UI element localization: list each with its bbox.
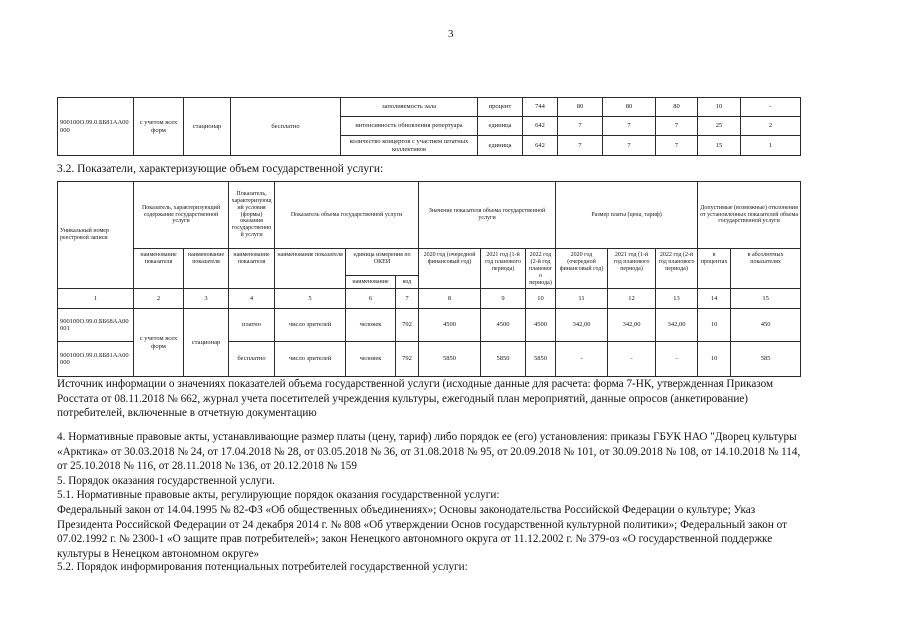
section-5-1-heading: 5.1. Нормативные правовые акты, регулирующие порядок оказания государственной услуги: [57, 489, 500, 501]
deviation-percent-cell: 25 [698, 117, 741, 136]
condition-indicator-cell: стационар [184, 98, 231, 156]
header-deviation: Допустимые (возможные) отклонения от установленных показателей объема государственной услуги [698, 182, 801, 249]
unit-cell: человек [346, 342, 396, 377]
column-number: 7 [396, 289, 419, 309]
okei-code-cell: 642 [523, 117, 558, 136]
source-paragraph: Источник информации о значениях показателей объема государственной услуги (исходные данные для расчета: форма 7-НК, утвержденная Приказом Росстата от 08.11.2018 № 662, журнал учета посетителей учреждения культуры, ежегодный план мероприятий, данные опросов (анкетирование) потребителей, включенные в отчетную документацию [57, 378, 774, 419]
column-number: 14 [698, 289, 731, 309]
header-okei-code: код [396, 276, 419, 289]
payment-type-cell: бесплатно [231, 98, 341, 156]
column-number: 13 [656, 289, 698, 309]
table-row [58, 98, 801, 117]
section-4-paragraph: 4. Нормативные правовые акты, устанавливающие размер платы (цену, тариф) либо порядок ее (его) установления: приказы ГБУК НАО "Дворец культуры «Арктика» от 30.03.2018 № 24, от 17.04.2018 № 28, от 03.05.2018 № 36, от 31.08.2018 № 95, от 20.09.2018 № 101, от 30.09.2018 № 108, от 14.10.2018 № 114, от 25.10.2018 № 116, от 28.11.2018 № 136, от 20.12.2018 № 159 [57, 431, 801, 472]
header-row [58, 182, 801, 249]
header-okei-name: наименование [346, 276, 396, 289]
column-number: 1 [58, 289, 134, 309]
fee-2022-cell: - [656, 342, 698, 377]
subheader-row [58, 249, 801, 276]
deviation-absolute-cell: 585 [731, 342, 801, 377]
column-number: 2 [134, 289, 184, 309]
header-fee-2020: 2020 год (очередной финансовый год) [556, 249, 608, 289]
condition-indicator-cell: стационар [184, 309, 229, 377]
payment-type-cell: бесплатно [229, 342, 275, 377]
header-indicator-name: наименование показателя [229, 249, 275, 289]
deviation-absolute-cell: - [741, 98, 801, 117]
indicator-name-cell: интенсивность обновления репертуара [341, 117, 478, 136]
indicator-name-cell: количество концертов с участием штатных коллективов [341, 136, 478, 156]
fee-2020-cell: - [556, 342, 608, 377]
unit-cell: процент [478, 98, 523, 117]
section-3-2-heading: 3.2. Показатели, характеризующие объем государственной услуги: [57, 163, 384, 175]
fee-2022-cell: 342,00 [656, 309, 698, 342]
value-2020-cell: 7 [558, 136, 603, 156]
header-fee-2021: 2021 год (1-й год планового периода) [608, 249, 656, 289]
header-content-indicator: Показатель, характеризующий содержание государственной услуги [134, 182, 229, 249]
header-value-2022: 2022 год (2-й год планового периода) [526, 249, 556, 289]
header-value-2020: 2020 год (очередной финансовый год) [419, 249, 481, 289]
registry-code-cell: 900100О.99.0.ББ81АА00 000 [58, 98, 134, 156]
okei-code-cell: 792 [396, 309, 419, 342]
deviation-absolute-cell: 2 [741, 117, 801, 136]
content-indicator-cell: с учетом всех форм [134, 98, 184, 156]
fee-2021-cell: - [608, 342, 656, 377]
section-5-2-heading: 5.2. Порядок информирования потенциальных потребителей государственной услуги: [57, 561, 468, 573]
column-number: 8 [419, 289, 481, 309]
column-number: 10 [526, 289, 556, 309]
header-value-2021: 2021 год (1-й год планового периода) [481, 249, 526, 289]
volume-indicators-table [57, 181, 801, 377]
header-indicator-name: наименование показателя [184, 249, 229, 289]
section-5-heading: 5. Порядок оказания государственной услуги. [57, 475, 275, 487]
page-number: 3 [448, 28, 454, 40]
header-indicator-name: наименование показателя [275, 249, 346, 289]
header-volume-value: Значение показателя объема государственной услуги [419, 182, 556, 249]
value-2021-cell: 4500 [481, 309, 526, 342]
value-2021-cell: 7 [603, 117, 656, 136]
indicator-name-cell: заполняемость зала [341, 98, 478, 117]
value-2022-cell: 4500 [526, 309, 556, 342]
indicator-name-cell: число зрителей [275, 342, 346, 377]
value-2020-cell: 7 [558, 117, 603, 136]
header-okei-unit: единица измерения по ОКЕИ [346, 249, 419, 276]
header-registry-number: Уникальный номер реестровой записи [58, 182, 134, 289]
fee-2021-cell: 342,00 [608, 309, 656, 342]
column-numbers-row [58, 289, 801, 309]
column-number: 6 [346, 289, 396, 309]
deviation-absolute-cell: 450 [731, 309, 801, 342]
column-number: 9 [481, 289, 526, 309]
value-2021-cell: 7 [603, 136, 656, 156]
value-2020-cell: 4500 [419, 309, 481, 342]
header-deviation-absolute: в абсолютных показателях [731, 249, 801, 289]
laws-paragraph: Федеральный закон от 14.04.1995 № 82-ФЗ «Об общественных объединениях»; Основы законодательства Российской Федерации о культуре; Указ Президента Российской Федерации от 24 декабря 2014 г. № 808 «Об утверждении Основ государственной культурной политики»; Федеральный закон от 07.02.1992 г. № 2300-1 «О защите прав потребителей»; закон Ненецкого автономного округа от 11.12.2002 г. № 379-оз «О государственной поддержке культуры в Ненецком автономном округе» [57, 504, 787, 560]
unit-cell: человек [346, 309, 396, 342]
header-conditions-indicator: Показатель, характеризующий условия (формы) оказания государственной услуги [229, 182, 275, 249]
value-2022-cell: 80 [656, 98, 698, 117]
deviation-percent-cell: 10 [698, 309, 731, 342]
registry-code-cell: 900100О.99.0.ББ68АА00 001 [58, 309, 134, 342]
deviation-percent-cell: 15 [698, 136, 741, 156]
unit-cell: единица [478, 136, 523, 156]
value-2022-cell: 7 [656, 117, 698, 136]
deviation-absolute-cell: 1 [741, 136, 801, 156]
indicator-name-cell: число зрителей [275, 309, 346, 342]
column-number: 12 [608, 289, 656, 309]
value-2021-cell: 80 [603, 98, 656, 117]
header-volume-indicator: Показатель объема государственной услуги [275, 182, 419, 249]
payment-type-cell: платно [229, 309, 275, 342]
column-number: 3 [184, 289, 229, 309]
okei-code-cell: 642 [523, 136, 558, 156]
quality-indicators-table [57, 97, 801, 156]
value-2020-cell: 80 [558, 98, 603, 117]
header-indicator-name: наименование показателя [134, 249, 184, 289]
column-number: 15 [731, 289, 801, 309]
column-number: 5 [275, 289, 346, 309]
registry-code-cell: 900100О.99.0.ББ81АА00 000 [58, 342, 134, 377]
value-2022-cell: 7 [656, 136, 698, 156]
header-fee: Размер платы (цена, тариф) [556, 182, 698, 249]
column-number: 4 [229, 289, 275, 309]
deviation-percent-cell: 10 [698, 98, 741, 117]
value-2020-cell: 5850 [419, 342, 481, 377]
value-2021-cell: 5850 [481, 342, 526, 377]
deviation-percent-cell: 10 [698, 342, 731, 377]
value-2022-cell: 5850 [526, 342, 556, 377]
column-number: 11 [556, 289, 608, 309]
fee-2020-cell: 342,00 [556, 309, 608, 342]
header-fee-2022: 2022 год (2-й год планового периода) [656, 249, 698, 289]
unit-cell: единица [478, 117, 523, 136]
table-row [58, 309, 801, 342]
content-indicator-cell: с учетом всех форм [134, 309, 184, 377]
okei-code-cell: 792 [396, 342, 419, 377]
okei-code-cell: 744 [523, 98, 558, 117]
header-deviation-percent: в процентах [698, 249, 731, 289]
